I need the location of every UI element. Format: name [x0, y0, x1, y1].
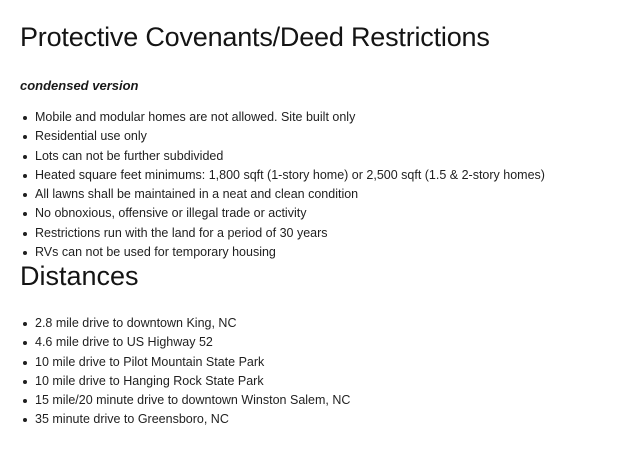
list-item	[20, 147, 545, 166]
list-item	[20, 108, 545, 127]
list-item-text: RVs can not be used for temporary housing	[35, 245, 276, 260]
bullet-icon	[23, 399, 27, 403]
list-item	[20, 372, 350, 391]
list-item-text: All lawns shall be maintained in a neat and clean condition	[35, 187, 359, 202]
covenants-subtitle: condensed version	[20, 78, 139, 93]
list-item	[20, 410, 350, 429]
bullet-icon	[23, 418, 27, 422]
list-item	[20, 224, 545, 243]
list-item	[20, 166, 545, 185]
covenants-heading: Protective Covenants/Deed Restrictions	[20, 22, 490, 52]
list-item	[20, 204, 545, 223]
list-item	[20, 333, 350, 352]
bullet-icon	[23, 155, 27, 159]
list-item	[20, 314, 350, 333]
list-item	[20, 391, 350, 410]
list-item-text: Heated square feet minimums: 1,800 sqft (1-story home) or 2,500 sqft (1.5 & 2-story homes)	[35, 167, 545, 182]
bullet-icon	[23, 322, 27, 326]
bullet-icon	[23, 232, 27, 236]
list-item-text: Lots can not be further subdivided	[35, 148, 224, 163]
bullet-icon	[23, 193, 27, 197]
list-item-text: Mobile and modular homes are not allowed. Site built only	[35, 110, 356, 124]
list-item	[20, 185, 545, 204]
list-item-text: 15 mile/20 minute drive to downtown Winston Salem, NC	[35, 393, 351, 408]
bullet-icon	[23, 251, 27, 255]
covenants-list	[20, 108, 545, 262]
list-item-text: Residential use only	[35, 129, 147, 144]
list-item	[20, 127, 545, 146]
bullet-icon	[23, 380, 27, 384]
list-item	[20, 353, 350, 372]
distances-heading: Distances	[20, 261, 139, 291]
bullet-icon	[23, 116, 27, 120]
bullet-icon	[23, 212, 27, 216]
list-item-text: 4.6 mile drive to US Highway 52	[35, 335, 213, 350]
list-item-text: 10 mile drive to Hanging Rock State Park	[35, 373, 264, 388]
bullet-icon	[23, 361, 27, 365]
bullet-icon	[23, 174, 27, 178]
bullet-icon	[23, 135, 27, 139]
list-item-text: 35 minute drive to Greensboro, NC	[35, 412, 229, 427]
list-item	[20, 243, 545, 262]
list-item-text: Restrictions run with the land for a period of 30 years	[35, 225, 328, 240]
list-item-text: 2.8 mile drive to downtown King, NC	[35, 316, 237, 330]
bullet-icon	[23, 341, 27, 345]
distances-list	[20, 314, 350, 430]
list-item-text: 10 mile drive to Pilot Mountain State Park	[35, 354, 265, 369]
list-item-text: No obnoxious, offensive or illegal trade or activity	[35, 206, 307, 221]
